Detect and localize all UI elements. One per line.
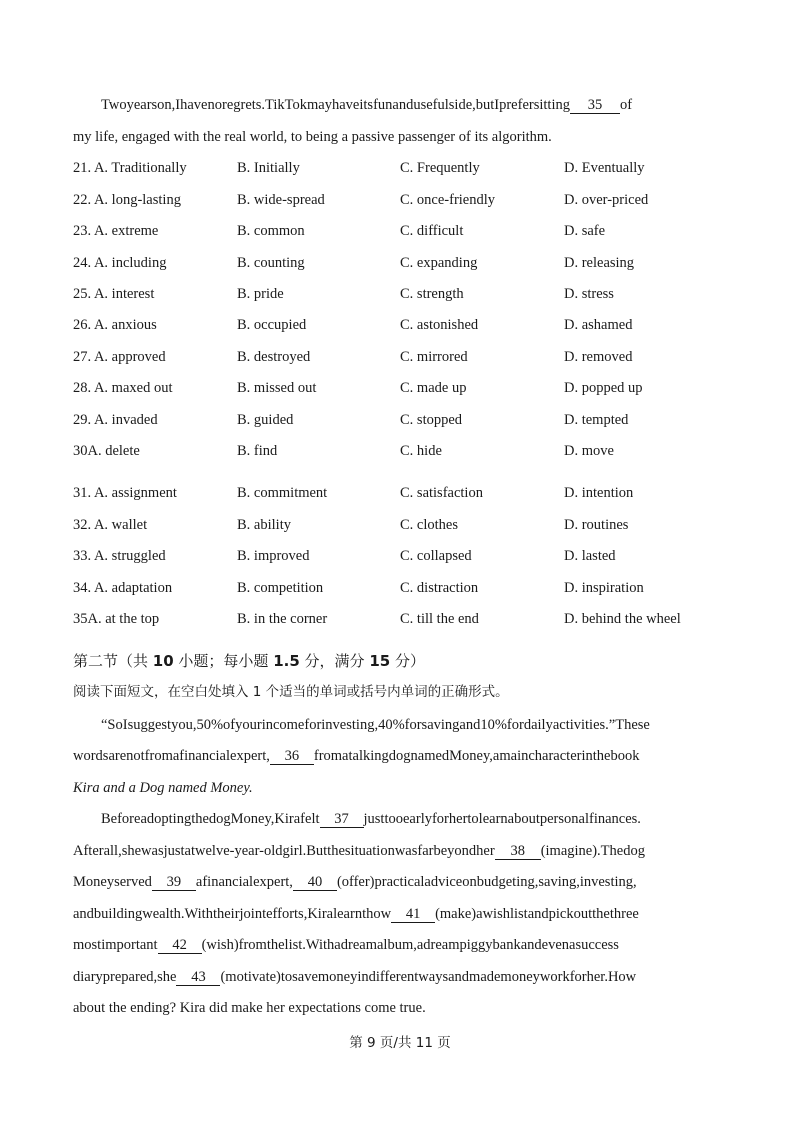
section-instruction: 阅读下面短文，在空白处填入 1 个适当的单词或括号内单词的正确形式。 [73, 684, 509, 700]
option-d: D. routines [564, 517, 629, 533]
option-a: 23. A. extreme [73, 223, 159, 239]
option-c: C. expanding [400, 255, 478, 271]
passage-line: Moneyserved 39 afinancialexpert, 40 (offer)practicaladviceonbudgeting,saving,investing, [73, 874, 637, 890]
option-row-34 [0, 578, 800, 598]
option-b: B. destroyed [237, 349, 311, 365]
option-c: C. stopped [400, 412, 463, 428]
option-a: 30A. delete [73, 443, 140, 459]
option-d: D. Eventually [564, 160, 645, 176]
option-d: D. popped up [564, 380, 643, 396]
option-b: B. commitment [237, 485, 328, 501]
option-a: 29. A. invaded [73, 412, 158, 428]
option-c: C. Frequently [400, 160, 480, 176]
option-d: D. stress [564, 286, 614, 302]
option-a: 27. A. approved [73, 349, 166, 365]
option-row-32 [0, 515, 800, 535]
option-b: B. wide-spread [237, 192, 325, 208]
option-row-27 [0, 347, 800, 367]
option-c: C. till the end [400, 611, 479, 627]
option-b: B. guided [237, 412, 294, 428]
option-b: B. occupied [237, 317, 307, 333]
option-c: C. mirrored [400, 349, 468, 365]
passage-line: BeforeadoptingthedogMoney,Kirafelt 37 justtooearlyforhertolearnaboutpersonalfinances. [101, 811, 641, 827]
option-a: 21. A. Traditionally [73, 160, 187, 176]
page-footer: 第 9 页/共 11 页 [349, 1035, 451, 1051]
option-d: D. tempted [564, 412, 629, 428]
option-a: 26. A. anxious [73, 317, 157, 333]
option-a: 32. A. wallet [73, 517, 148, 533]
option-a: 25. A. interest [73, 286, 155, 302]
option-c: C. collapsed [400, 548, 472, 564]
option-c: C. satisfaction [400, 485, 483, 501]
option-b: B. improved [237, 548, 310, 564]
option-row-21 [0, 158, 800, 178]
blank-38: 38 [495, 843, 541, 860]
option-c: C. hide [400, 443, 442, 459]
option-row-31 [0, 483, 800, 503]
option-a: 31. A. assignment [73, 485, 177, 501]
option-d: D. releasing [564, 255, 635, 271]
option-d: D. removed [564, 349, 633, 365]
passage-line: wordsarenotfromafinancialexpert, 36 fromatalkingdognamedMoney,amaincharacterinthebook [73, 748, 640, 764]
option-b: B. in the corner [237, 611, 328, 627]
option-d: D. move [564, 443, 614, 459]
option-c: C. difficult [400, 223, 464, 239]
passage-line: my life, engaged with the real world, to being a passive passenger of its algorithm. [73, 129, 552, 145]
blank-40: 40 [293, 874, 337, 891]
option-c: C. distraction [400, 580, 479, 596]
option-a: 28. A. maxed out [73, 380, 173, 396]
option-row-25 [0, 284, 800, 304]
passage-line: diaryprepared,she 43 (motivate)tosavemoneyindifferentwaysandmademoneyworkforher.How [73, 969, 637, 985]
option-row-23 [0, 221, 800, 241]
option-row-22 [0, 190, 800, 210]
blank-39: 39 [152, 874, 196, 891]
option-b: B. Initially [237, 160, 300, 176]
option-b: B. counting [237, 255, 305, 271]
option-a: 34. A. adaptation [73, 580, 173, 596]
option-row-28 [0, 378, 800, 398]
option-a: 35A. at the top [73, 611, 160, 627]
option-a: 24. A. including [73, 255, 167, 271]
blank-35: 35 [570, 97, 620, 114]
option-c: C. made up [400, 380, 467, 396]
passage-line: Twoyearson,Ihavenoregrets.TikTokmayhaveitsfunandusefulside,butIprefersitting 35 of [101, 97, 633, 113]
blank-36: 36 [270, 748, 314, 765]
blank-43: 43 [176, 969, 220, 986]
option-b: B. missed out [237, 380, 317, 396]
passage-line: mostimportant 42 (wish)fromthelist.Withadreamalbum,adreampiggybankandevenasuccess [73, 937, 619, 953]
passage-line: “SoIsuggestyou,50%ofyourincomeforinvesting,40%forsavingand10%fordailyactivities.”These [101, 717, 650, 733]
option-d: D. safe [564, 223, 606, 239]
blank-42: 42 [158, 937, 202, 954]
option-d: D. lasted [564, 548, 616, 564]
option-b: B. ability [237, 517, 291, 533]
section-title: 第二节（共 10 小题；每小题 1.5 分，满分 15 分） [73, 652, 425, 670]
blank-41: 41 [391, 906, 435, 923]
option-d: D. behind the wheel [564, 611, 681, 627]
passage-line: andbuildingwealth.Withtheirjointefforts,Kiralearnthow 41 (make)awishlistandpickoutthethree [73, 906, 639, 922]
option-c: C. astonished [400, 317, 479, 333]
option-row-29 [0, 410, 800, 430]
option-b: B. pride [237, 286, 284, 302]
option-d: D. intention [564, 485, 634, 501]
option-c: C. once-friendly [400, 192, 496, 208]
option-b: B. common [237, 223, 305, 239]
option-a: 22. A. long-lasting [73, 192, 181, 208]
option-row-24 [0, 253, 800, 273]
option-row-35 [0, 609, 800, 629]
option-row-33 [0, 546, 800, 566]
option-row-30 [0, 441, 800, 461]
book-title: Kira and a Dog named Money. [73, 780, 253, 796]
option-b: B. find [237, 443, 278, 459]
option-d: D. ashamed [564, 317, 633, 333]
passage-line: about the ending? Kira did make her expectations come true. [73, 1000, 426, 1016]
option-c: C. clothes [400, 517, 458, 533]
passage-line: Afterall,shewasjustatwelve-year-oldgirl.Butthesituationwasfarbeyondher 38 (imagine).Thedog [73, 843, 645, 859]
option-row-26 [0, 315, 800, 335]
option-d: D. inspiration [564, 580, 644, 596]
blank-37: 37 [320, 811, 364, 828]
option-b: B. competition [237, 580, 324, 596]
option-c: C. strength [400, 286, 464, 302]
option-d: D. over-priced [564, 192, 649, 208]
option-a: 33. A. struggled [73, 548, 166, 564]
